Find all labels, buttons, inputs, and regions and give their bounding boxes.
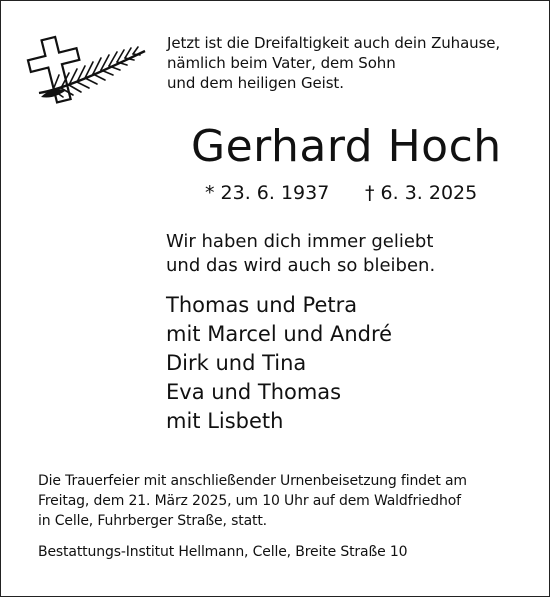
bible-verse bbox=[167, 33, 537, 93]
deceased-name: Gerhard Hoch bbox=[191, 121, 502, 172]
farewell-motto bbox=[166, 230, 536, 278]
mourner-line: Eva und Thomas bbox=[166, 380, 342, 404]
mourner-line: Thomas und Petra bbox=[166, 293, 358, 317]
funeral-home: Bestattungs-Institut Hellmann, Celle, Breite Straße 10 bbox=[38, 544, 408, 560]
service-line: Die Trauerfeier mit anschließender Urnenbeisetzung findet am bbox=[38, 473, 467, 489]
verse-line: Jetzt ist die Dreifaltigkeit auch dein Zuhause, bbox=[167, 34, 501, 52]
motto-line: und das wird auch so bleiben. bbox=[166, 255, 436, 276]
mourners-list bbox=[166, 291, 536, 436]
birth-date: * 23. 6. 1937 bbox=[205, 182, 330, 204]
cross-with-palm-branch-icon bbox=[19, 31, 151, 107]
verse-line: nämlich beim Vater, dem Sohn bbox=[167, 54, 396, 72]
motto-line: Wir haben dich immer geliebt bbox=[166, 231, 434, 252]
mourner-line: mit Lisbeth bbox=[166, 409, 284, 433]
death-date: † 6. 3. 2025 bbox=[365, 182, 478, 204]
mourner-line: Dirk und Tina bbox=[166, 351, 307, 375]
funeral-service-info bbox=[38, 471, 528, 531]
service-line: Freitag, dem 21. März 2025, um 10 Uhr auf dem Waldfriedhof bbox=[38, 493, 461, 509]
mourner-line: mit Marcel und André bbox=[166, 322, 393, 346]
verse-line: und dem heiligen Geist. bbox=[167, 74, 344, 92]
service-line: in Celle, Fuhrberger Straße, statt. bbox=[38, 513, 267, 529]
